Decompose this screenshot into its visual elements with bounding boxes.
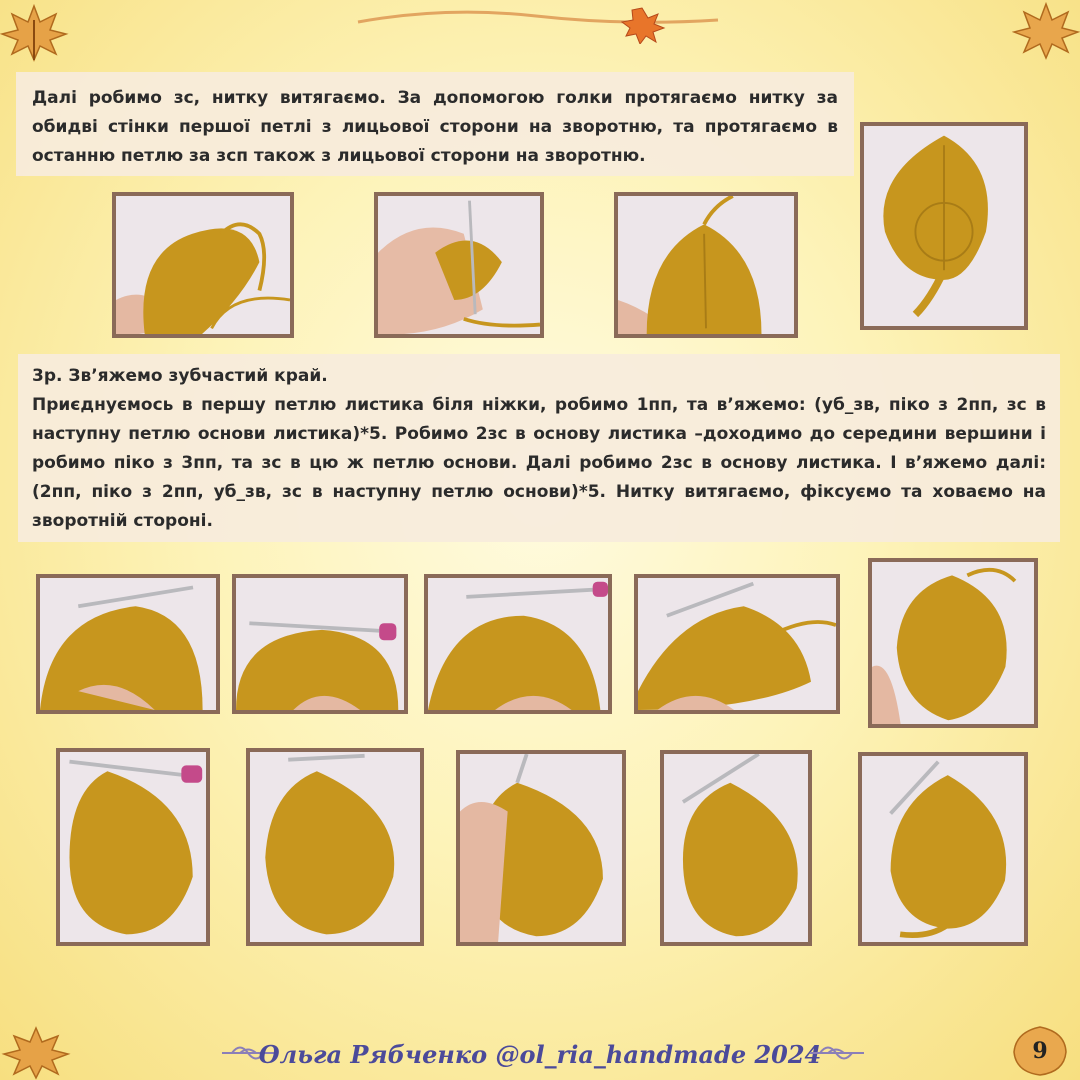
round3-instructions-text: Приєднуємось в першу петлю листика біля ніжки, робимо 1пп, та в’яжемо: (уб_зв, піко з 2пп, зс в наступну петлю основи листика)*5. Робимо 2зс в основу листика –доходимо до середини вершини і робимо піко з 3пп, та зс в цю ж петлю основи. Далі робимо 2зс в основу листика. І в’яжемо далі: (2пп, піко з 2пп, уб_зв, зс в наступну петлю основи)*5. Нитку витягаємо, фіксуємо та ховаємо на зворотній стороні. [32, 395, 1046, 531]
page-number: 9 [1032, 1038, 1048, 1064]
round3-heading: 3р. Зв’яжемо зубчастий край. [32, 366, 328, 386]
step-photo [614, 192, 798, 338]
step-photo [456, 750, 626, 946]
round3-instructions-panel [18, 354, 1060, 542]
maple-leaf-icon [0, 0, 70, 64]
finished-leaf-photo [860, 122, 1028, 330]
step-photo [112, 192, 294, 338]
step-photo [232, 574, 408, 714]
step-photo [858, 752, 1028, 946]
step-instructions-panel [16, 72, 854, 176]
step-photo [374, 192, 544, 338]
step-photo [634, 574, 840, 714]
footer-ornament-right [808, 1038, 866, 1068]
author-credit: Ольга Рябченко @ol_ria_handmade 2024 [258, 1040, 822, 1069]
step-photo [868, 558, 1038, 728]
step-photo [36, 574, 220, 714]
step-photo [424, 574, 612, 714]
decorative-wave-divider [356, 2, 720, 44]
step-instructions-text: Далі робимо зс, нитку витягаємо. За допомогою голки протягаємо нитку за обидві стінки першої петлі з лицьової сторони на зворотню, та протягаємо в останню петлю за зсп також з лицьової сторони на зворотню. [32, 88, 838, 166]
step-photo [660, 750, 812, 946]
step-photo [246, 748, 424, 946]
maple-leaf-icon [1012, 0, 1080, 64]
step-photo [56, 748, 210, 946]
